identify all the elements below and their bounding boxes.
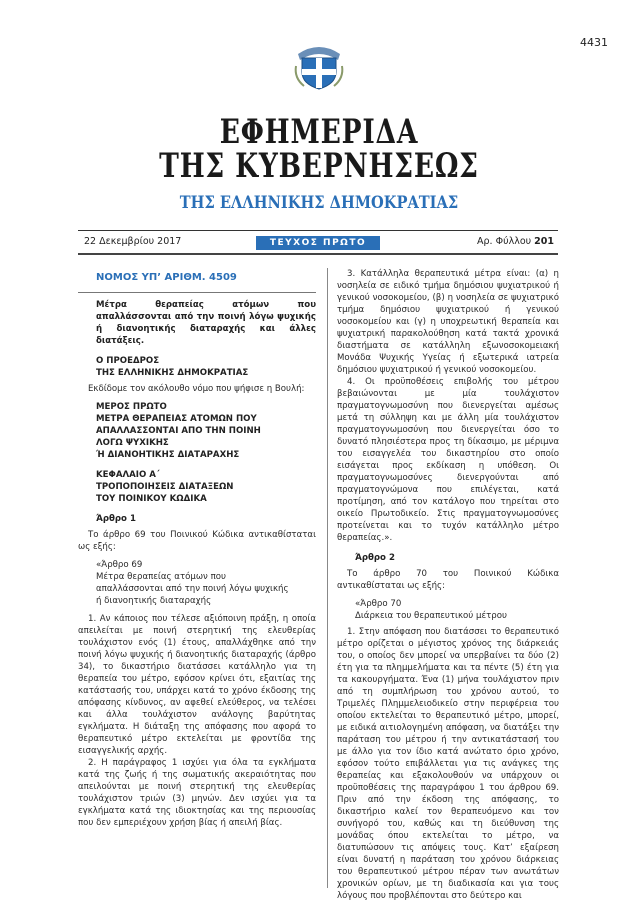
sheet-label: Αρ. Φύλλου [477, 236, 535, 247]
paragraph: 1. Στην απόφαση που διατάσσει το θεραπευτικό μέτρο ορίζεται ο μέγιστος χρόνος της διάρκειάς του, ο οποίος δεν μπορεί να υπερβαίνει τα δύο (2) έτη για τα πλημμελήματα και τα πέντε (5) έτη για τα κακουργήματα. Ένα (1) μήνα τουλάχιστον πριν από τη συμπλήρωση του χρόνου αυτού, το Τριμελές Πλημμελειοδικείο στην περιφέρεια του οποίου εκτελείται το θεραπευτικό μέτρο, μπορεί, με ειδικά αιτιολογημένη απόφαση, να διατάξει την παράταση του μέτρου ή την αντικατάστασή του με άλλο για τον ίδιο κατά ανώτατο όριο χρόνο, εφόσον τούτο επιβάλλεται για τις ανάγκες της θεραπείας και εξακολουθούν να υπάρχουν οι προϋποθέσεις της παραγράφου 1 του άρθρου 69. Πριν από την έκδοση της απόφασης, το δικαστήριο καλεί τον θεραπευόμενο και τον συνήγορό του, καθώς και τη διεύθυνση της μονάδας όπου εκτελείται το μέτρο, να διατυπώσουν τις απόψεις τους. Κατ’ εξαίρεση είναι δυνατή η παράταση του χρόνου διάρκειας του θεραπευτικού μέτρου πέραν των ανωτάτων χρονικών ορίων, με τη διαδικασία και για τους λόγους που προβλέπονται στο δεύτερο και [337, 627, 559, 901]
quoted-article-heading: «Άρθρο 69 [96, 560, 143, 570]
part-heading: ΑΠΑΛΛΑΣΣΟΝΤΑΙ ΑΠΟ ΤΗΝ ΠΟΙΝΗ [96, 426, 261, 436]
masthead-subtitle: ΤΗΣ ΕΛΛΗΝΙΚΗΣ ΔΗΜΟΚΡΑΤΙΑΣ [179, 193, 459, 213]
paragraph: 1. Αν κάποιος που τέλεσε αξιόποινη πράξη, η οποία απειλείται με ποινή στερητική της ελευθερίας τουλάχιστον ενός (1) έτους, απαλλάχθηκε από την ποινή λόγω ψυχικής ή διανοητικής διαταραχής (άρθρο 34), το δικαστήριο διατάσσει κατάλληλο για τη θεραπεία του μέτρο, εφόσον κρίνει ότι, εξαιτίας της κατάστασής του, υπάρχει κατά το χρόνο έκδοσης της απόφασης κίνδυνος, αν αφεθεί ελεύθερος, να τελέσει και άλλα τουλάχιστον ανάλογης βαρύτητας εγκλήματα. Η διάταξη της απόφασης που αφορά το θεραπευτικό μέτρο εκτελείται με φροντίδα της εισαγγελικής αρχής. [78, 614, 316, 756]
masthead-title-line-1: ΕΦΗΜΕΡΙΔΑ [219, 112, 419, 152]
law-title: Μέτρα θεραπείας ατόμων που απαλλάσσονται από την ποινή λόγω ψυχικής ή διανοητικής διαταραχής και άλλες διατάξεις. [96, 300, 316, 346]
part-heading: ΜΕΡΟΣ ΠΡΩΤΟ [96, 402, 167, 412]
paragraph: 4. Οι προϋποθέσεις επιβολής του μέτρου βεβαιώνονται με μία τουλάχιστον πραγματογνωμοσύνη που διενεργείται αμέσως μετά τη σύλληψη και με άλλη μία τουλάχιστον πραγματογνωμοσύνη που διενεργείται όσο το δυνατό πλησιέστερα προς τη δίκασιμο, με μέριμνα του εισαγγελέα του δικαστηρίου στο οποίο εισάγεται προς εκδίκαση η υπόθεση. Οι πραγματογνωμοσύνες διενεργούνται από πραγματογνώμονα που επιλέγεται, κατά προτίμηση, από τον κατάλογο που τηρείται στο οικείο Πρωτοδικείο. Στις πραγματογνωμοσύνες προτείνεται και το τυχόν κατάλληλο μέτρο θεραπείας.». [337, 377, 559, 543]
quoted-article-title: ή διανοητικής διαταραχής [96, 596, 212, 606]
issue-label: ΤΕΥΧΟΣ ΠΡΩΤΟ [256, 236, 380, 250]
chapter-heading: ΚΕΦΑΛΑΙΟ Α΄ [96, 470, 160, 480]
quoted-article-title: Μέτρα θεραπείας ατόμων που [96, 572, 226, 582]
part-heading: ΜΕΤΡΑ ΘΕΡΑΠΕΙΑΣ ΑΤΟΜΩΝ ΠΟΥ [96, 414, 257, 424]
article-intro: Το άρθρο 70 του Ποινικού Κώδικα αντικαθίσταται ως εξής: [337, 569, 559, 591]
header-rule-bottom [78, 253, 558, 255]
masthead-title-line-2: ΤΗΣ ΚΥΒΕΡΝΗΣΕΩΣ [159, 146, 479, 186]
issue-date: 22 Δεκεμβρίου 2017 [84, 236, 182, 247]
paragraph: 3. Κατάλληλα θεραπευτικά μέτρα είναι: (α) η νοσηλεία σε ειδικό τμήμα δημόσιου ψυχιατρικού ή γενικού νοσοκομείου, (β) η νοσηλεία σε ψυχιατρικό τμήμα δημόσιου ψυχιατρικού ή γενικού νοσοκομείου και (γ) η υποχρεωτική θεραπεία και ψυχιατρική παρακολούθηση κατά τακτά χρονικά διαστήματα σε κατάλληλη εξωνοσοκομειακή Μονάδα Ψυχικής Υγείας ή εξωτερικά ιατρεία δημόσιου ψυχιατρικού ή γενικού νοσοκομείου. [337, 269, 559, 375]
article-heading: Άρθρο 1 [96, 514, 136, 524]
sheet-number-value: 201 [534, 236, 554, 247]
right-column [337, 268, 559, 902]
part-heading: ΛΟΓΩ ΨΥΧΙΚΗΣ [96, 438, 169, 448]
left-column [78, 268, 316, 829]
president-line-2: ΤΗΣ ΕΛΛΗΝΙΚΗΣ ΔΗΜΟΚΡΑΤΙΑΣ [96, 368, 249, 378]
page-number: 4431 [580, 36, 608, 49]
article-heading: Άρθρο 2 [355, 553, 395, 563]
column-divider [327, 268, 328, 888]
president-line-1: Ο ΠΡΟΕΔΡΟΣ [96, 356, 160, 366]
article-intro: Το άρθρο 69 του Ποινικού Κώδικα αντικαθίσταται ως εξής: [78, 530, 316, 552]
greek-coat-of-arms-icon [292, 38, 346, 92]
issue-info-bar [78, 236, 558, 250]
part-heading: Ή ΔΙΑΝΟΗΤΙΚΗΣ ΔΙΑΤΑΡΑΧΗΣ [96, 450, 240, 460]
paragraph: 2. Η παράγραφος 1 ισχύει για όλα τα εγκλήματα κατά της ζωής ή της σωματικής ακεραιότητας που απειλούνται με ποινή στερητική της ελευθερίας τουλάχιστον τριών (3) μηνών. Δεν ισχύει για τα εγκλήματα κατά της ιδιοκτησίας και της περιουσίας που δεν εμπεριέχουν χρήση βίας ή απειλή βίας. [78, 758, 316, 828]
chapter-heading: ΤΡΟΠΟΠΟΙΗΣΕΙΣ ΔΙΑΤΑΞΕΩΝ [96, 482, 234, 492]
sheet-number [477, 236, 554, 247]
quoted-article-heading: «Άρθρο 70 [355, 599, 402, 609]
enactment-line: Εκδίδομε τον ακόλουθο νόμο που ψήφισε η Βουλή: [88, 384, 305, 394]
chapter-heading: ΤΟΥ ΠΟΙΝΙΚΟΥ ΚΩΔΙΚΑ [96, 494, 207, 504]
law-number: ΝΟΜΟΣ ΥΠ’ ΑΡΙΘΜ. 4509 [96, 272, 237, 283]
digital-signature-stamp[interactable] [466, 6, 542, 102]
quoted-article-title: Διάρκεια του θεραπευτικού μέτρου [355, 611, 507, 621]
header-rule-top [78, 230, 558, 231]
law-number-rule [78, 292, 316, 293]
quoted-article-title: απαλλάσσονται από την ποινή λόγω ψυχικής [96, 584, 289, 594]
